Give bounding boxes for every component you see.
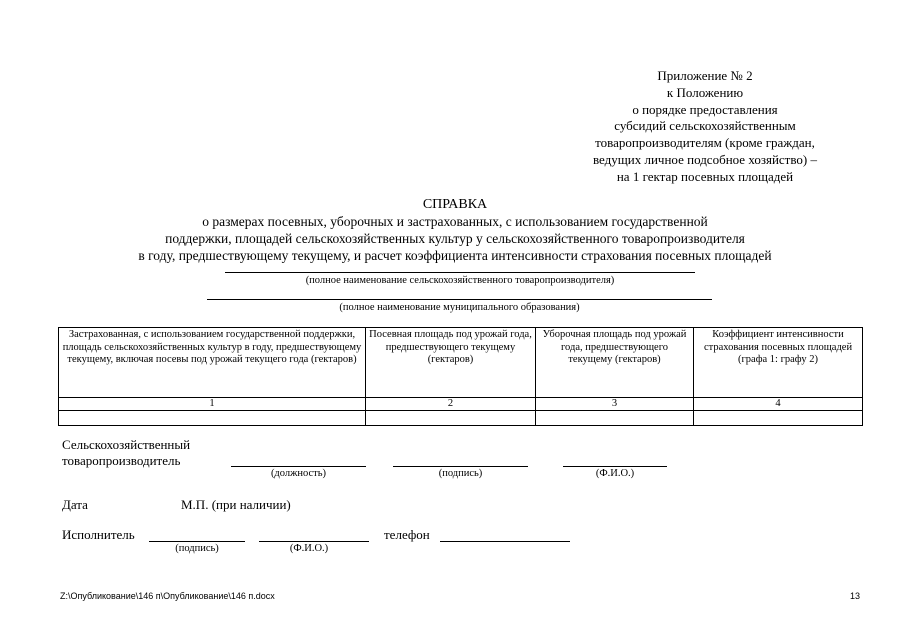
footer-file-path: Z:\Опубликование\146 п\Опубликование\146 п.docx xyxy=(60,591,275,601)
title-heading: СПРАВКА xyxy=(422,197,488,212)
title-line: поддержки, площадей сельскохозяйственных культур у сельскохозяйственного товаропроизводителя xyxy=(165,231,745,246)
column-number: 4 xyxy=(694,398,863,411)
stamp-label: М.П. (при наличии) xyxy=(181,497,291,512)
table-row xyxy=(59,411,863,426)
signature-caption: (подпись) xyxy=(438,468,483,479)
column-header: Застрахованная, с использованием государственной поддержки, площадь сельскохозяйственных культур в году, предшествующему текущему, включая посевы под урожай текущего года (гектаров) xyxy=(59,328,366,398)
producer-label-line: Сельскохозяйственный xyxy=(62,437,191,452)
table-cell[interactable] xyxy=(536,411,694,426)
phone-label: телефон xyxy=(384,527,430,542)
producer-label-line: товаропроизводитель xyxy=(62,453,181,468)
appendix-line: на 1 гектар посевных площадей xyxy=(616,168,794,184)
appendix-line: Приложение № 2 xyxy=(657,68,753,83)
phone-line xyxy=(440,541,570,542)
column-header: Посевная площадь под урожай года, предшествующего текущему (гектаров) xyxy=(366,328,536,398)
position-line xyxy=(231,466,366,467)
appendix-header xyxy=(560,68,850,186)
table-cell[interactable] xyxy=(694,411,863,426)
executor-fio-line xyxy=(259,541,369,542)
executor-signature-caption: (подпись) xyxy=(175,543,219,554)
producer-name-line xyxy=(225,272,695,273)
position-caption: (должность) xyxy=(270,468,327,479)
title-line: о размерах посевных, уборочных и застрахованных, с использованием государственной xyxy=(202,214,708,229)
table-cell[interactable] xyxy=(59,411,366,426)
fio-caption: (Ф.И.О.) xyxy=(595,468,635,479)
column-header: Уборочная площадь под урожай года, предшествующего текущему (гектаров) xyxy=(536,328,694,398)
producer-label xyxy=(62,437,190,469)
producer-name-caption: (полное наименование сельскохозяйственного товаропроизводителя) xyxy=(305,275,615,286)
appendix-line: к Положению xyxy=(666,84,744,100)
column-number: 2 xyxy=(366,398,536,411)
table-cell[interactable] xyxy=(366,411,536,426)
column-number: 1 xyxy=(59,398,366,411)
column-number: 3 xyxy=(536,398,694,411)
municipality-name-line xyxy=(207,299,712,300)
appendix-line: субсидий сельскохозяйственным xyxy=(614,118,796,134)
table-number-row xyxy=(59,398,863,411)
data-table xyxy=(58,327,863,426)
fio-line xyxy=(563,466,667,467)
page-number: 13 xyxy=(849,591,860,601)
appendix-line: товаропроизводителям (кроме граждан, xyxy=(595,135,815,151)
executor-signature-line xyxy=(149,541,245,542)
executor-label: Исполнитель xyxy=(62,527,135,542)
column-header: Коэффициент интенсивности страхования посевных площадей (графа 1: графу 2) xyxy=(694,328,863,398)
date-label: Дата xyxy=(62,497,88,512)
municipality-name-caption: (полное наименование муниципального образования) xyxy=(339,302,580,313)
document-title xyxy=(60,196,850,264)
signature-line xyxy=(393,466,528,467)
appendix-line: ведущих личное подсобное хозяйство) – xyxy=(593,151,817,167)
executor-fio-caption: (Ф.И.О.) xyxy=(289,543,329,554)
appendix-line: о порядке предоставления xyxy=(632,101,778,117)
title-line: в году, предшествующему текущему, и расчет коэффициента интенсивности страхования посевных площадей xyxy=(138,248,772,263)
table-header-row xyxy=(59,328,863,398)
